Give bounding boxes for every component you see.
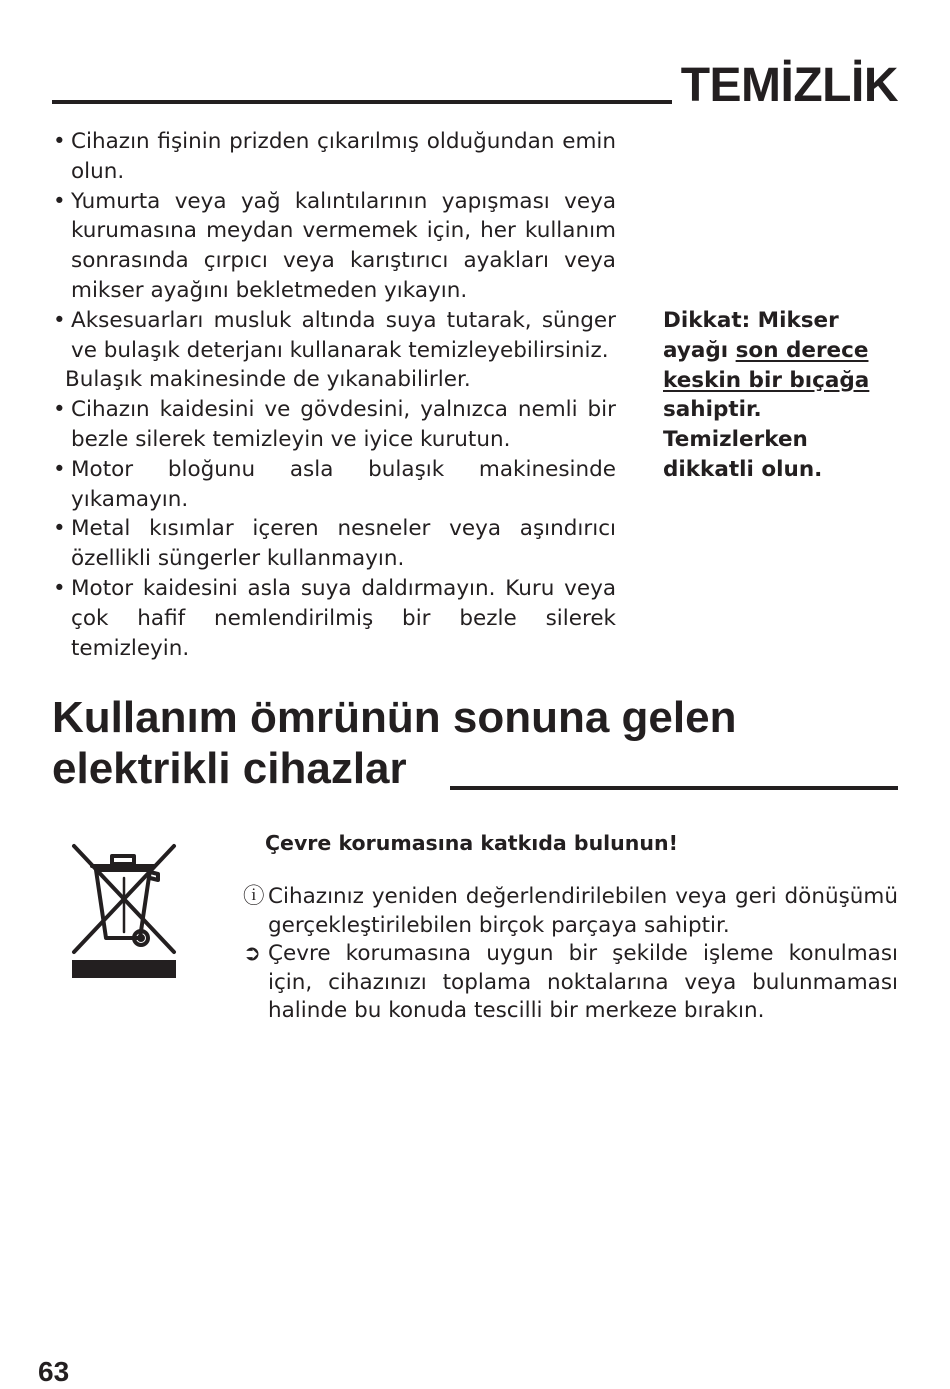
crossed-out-bin-icon: [70, 842, 178, 980]
list-item: • Metal kısımlar içeren nesneler veya aşındırıcı özellikli süngerler kullanmayın.: [53, 516, 616, 572]
list-item-continuation: Bulaşık makinesinde de yıkanabilirler.: [65, 367, 471, 393]
cleaning-list: [52, 127, 616, 663]
disposal-notes: [243, 883, 898, 1026]
arrow-icon: ➲: [243, 941, 262, 966]
warning-note: Dikkat: Mikser ayağı son derece keskin bir bıçağa sahiptir. Temizlerken dikkatli olun.: [663, 308, 870, 482]
list-item: • Aksesuarları musluk altında suya tutarak, sünger ve bulaşık deterjanı kullanarak temizleyebilirsiniz.: [53, 307, 616, 363]
bullet-icon: •: [53, 397, 66, 423]
bullet-icon: •: [53, 188, 66, 214]
list-item: ⓘ Cihazınız yeniden değerlendirilebilen veya geri dönüşümü gerçekleştirilebilen birçok parçaya sahiptir.: [243, 884, 898, 938]
list-item: • Motor kaidesini asla suya daldırmayın. Kuru veya çok hafif nemlendirilmiş bir bezle silerek temizleyin.: [53, 575, 616, 661]
warning-emphasis: son derece keskin bir bıçağa: [663, 337, 870, 393]
bullet-icon: •: [53, 129, 66, 154]
bullet-icon: •: [53, 575, 66, 601]
list-item: • Cihazın kaidesini ve gövdesini, yalnızca nemli bir bezle silerek temizleyin ve iyice kurutun.: [53, 397, 616, 452]
list-item: • Yumurta veya yağ kalıntılarının yapışması veya kurumasına meydan vermemek için, her kullanım sonrasında çırpıcı veya karıştırıcı ayakları veya mikser ayağını bekletmeden yıkayın.: [53, 188, 616, 303]
list-item: ➲ Çevre korumasına uygun bir şekilde işleme konulması için, cihazınızı toplama noktalarına veya bulunmaması halinde bu konuda tescilli bir merkeze bırakın.: [243, 941, 898, 1023]
environment-title: Çevre korumasına katkıda bulunun!: [265, 831, 678, 855]
info-icon: ⓘ: [243, 884, 265, 909]
page-number: 63: [38, 1356, 70, 1387]
bullet-icon: •: [53, 456, 66, 482]
disposal-heading: Kullanım ömrünün sonuna gelen elektrikli cihazlar: [52, 693, 737, 793]
bullet-icon: •: [53, 516, 66, 542]
title-rule: [52, 100, 672, 104]
list-item: • Motor bloğunu asla bulaşık makinesinde yıkamayın.: [53, 456, 616, 512]
bullet-icon: •: [53, 307, 66, 333]
heading-rule: [450, 786, 898, 790]
section-title: TEMİZLİK: [680, 59, 898, 112]
list-item: • Cihazın fişinin prizden çıkarılmış olduğundan emin olun.: [53, 129, 616, 184]
